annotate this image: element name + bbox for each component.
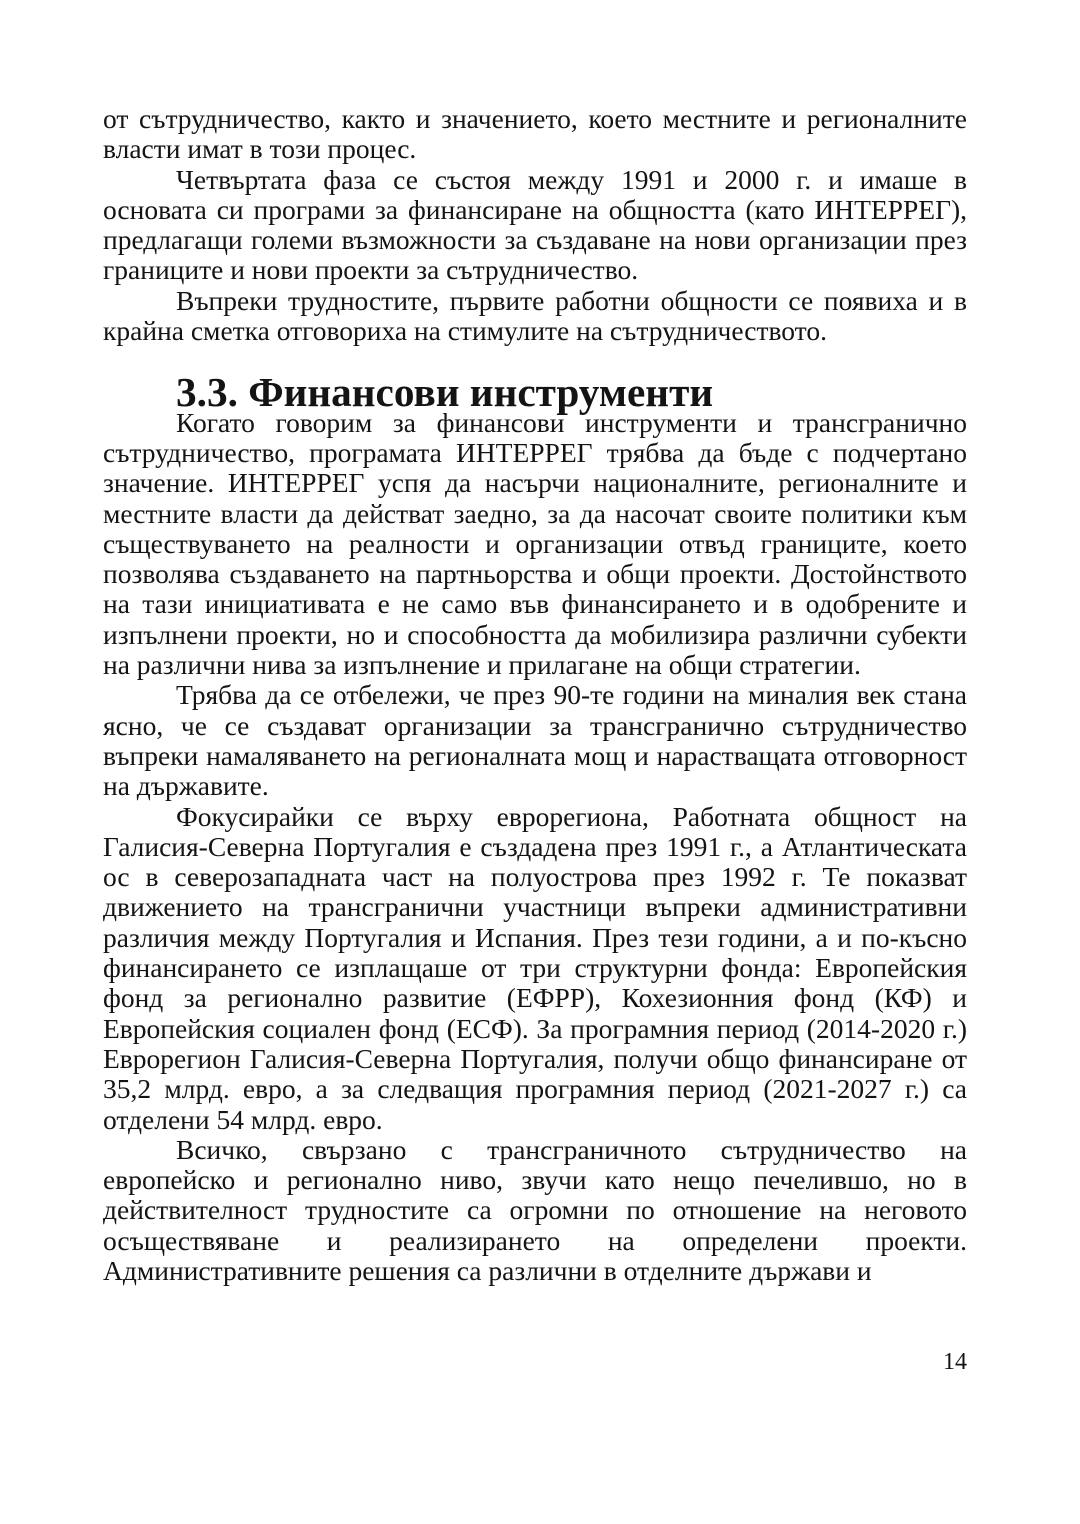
page-number: 14 bbox=[943, 1349, 967, 1375]
paragraph-working-communities: Въпреки трудностите, първите работни общности се появиха и в крайна сметка отговориха на стимулите на сътрудничеството. bbox=[103, 284, 967, 347]
paragraph-interreg: Когато говорим за финансови инструменти и трансгранично сътрудничество, програмата ИНТЕРРЕГ трябва да бъде с подчертано значение. ИНТЕРРЕГ успя да насърчи националните, регионалните и местните власти да действат заедно, за да насочат своите политики към съществуването на реалности и организации отвъд границите, което позволява създаването на партньорства и общи проекти. Достойнството на тази инициативата е не само във финансирането и в одобрените и изпълнени проекти, но и способността да мобилизира различни субекти на различни нива за изпълнение и прилагане на общи стратегии. bbox=[103, 406, 967, 681]
paragraph-difficulties: Всичко, свързано с трансграничното сътрудничество на европейско и регионално ниво, звучи като нещо печелившо, но в действителност трудностите са огромни по отношение на неговото осъществяване и реализирането на определени проекти. Административните решения са различни в отделните държави и bbox=[103, 1133, 967, 1286]
paragraph-euroregion: Фокусирайки се върху еврорегиона, Работната общност на Галисия-Северна Португалия е създадена през 1991 г., а Атлантическата ос в северозападната част на полуострова през 1992 г. Те показват движението на трансгранични участници въпреки административни различия между Португалия и Испания. През тези години, а и по-късно финансирането се изплащаше от три структурни фонда: Европейския фонд за регионално развитие (ЕФРР), Кохезионния фонд (КФ) и Европейския социален фонд (ЕСФ). За програмния период (2014-2020 г.) Еврорегион Галисия-Северна Португалия, получи общо финансиране от 35,2 млрд. евро, а за следващия програмния период (2021-2027 г.) са отделени 54 млрд. евро. bbox=[103, 800, 967, 1135]
document-page bbox=[103, 104, 967, 1286]
paragraph-fourth-phase: Четвъртата фаза се състоя между 1991 и 2000 г. и имаше в основата си програми за финансиране на общността (като ИНТЕРРЕГ), предлагащи големи възможности за създаване на нови организации през границите и нови проекти за сътрудничество. bbox=[103, 163, 967, 286]
paragraph-nineties: Трябва да се отбележи, че през 90-те години на миналия век стана ясно, че се създават организации за трансгранично сътрудничество въпреки намаляването на регионалната мощ и нарастващата отговорност на държавите. bbox=[103, 679, 967, 802]
paragraph-continued: от сътрудничество, както и значението, което местните и регионалните власти имат в този процес. bbox=[103, 103, 967, 165]
section-heading: 3.3. Финансови инструменти bbox=[176, 369, 714, 416]
